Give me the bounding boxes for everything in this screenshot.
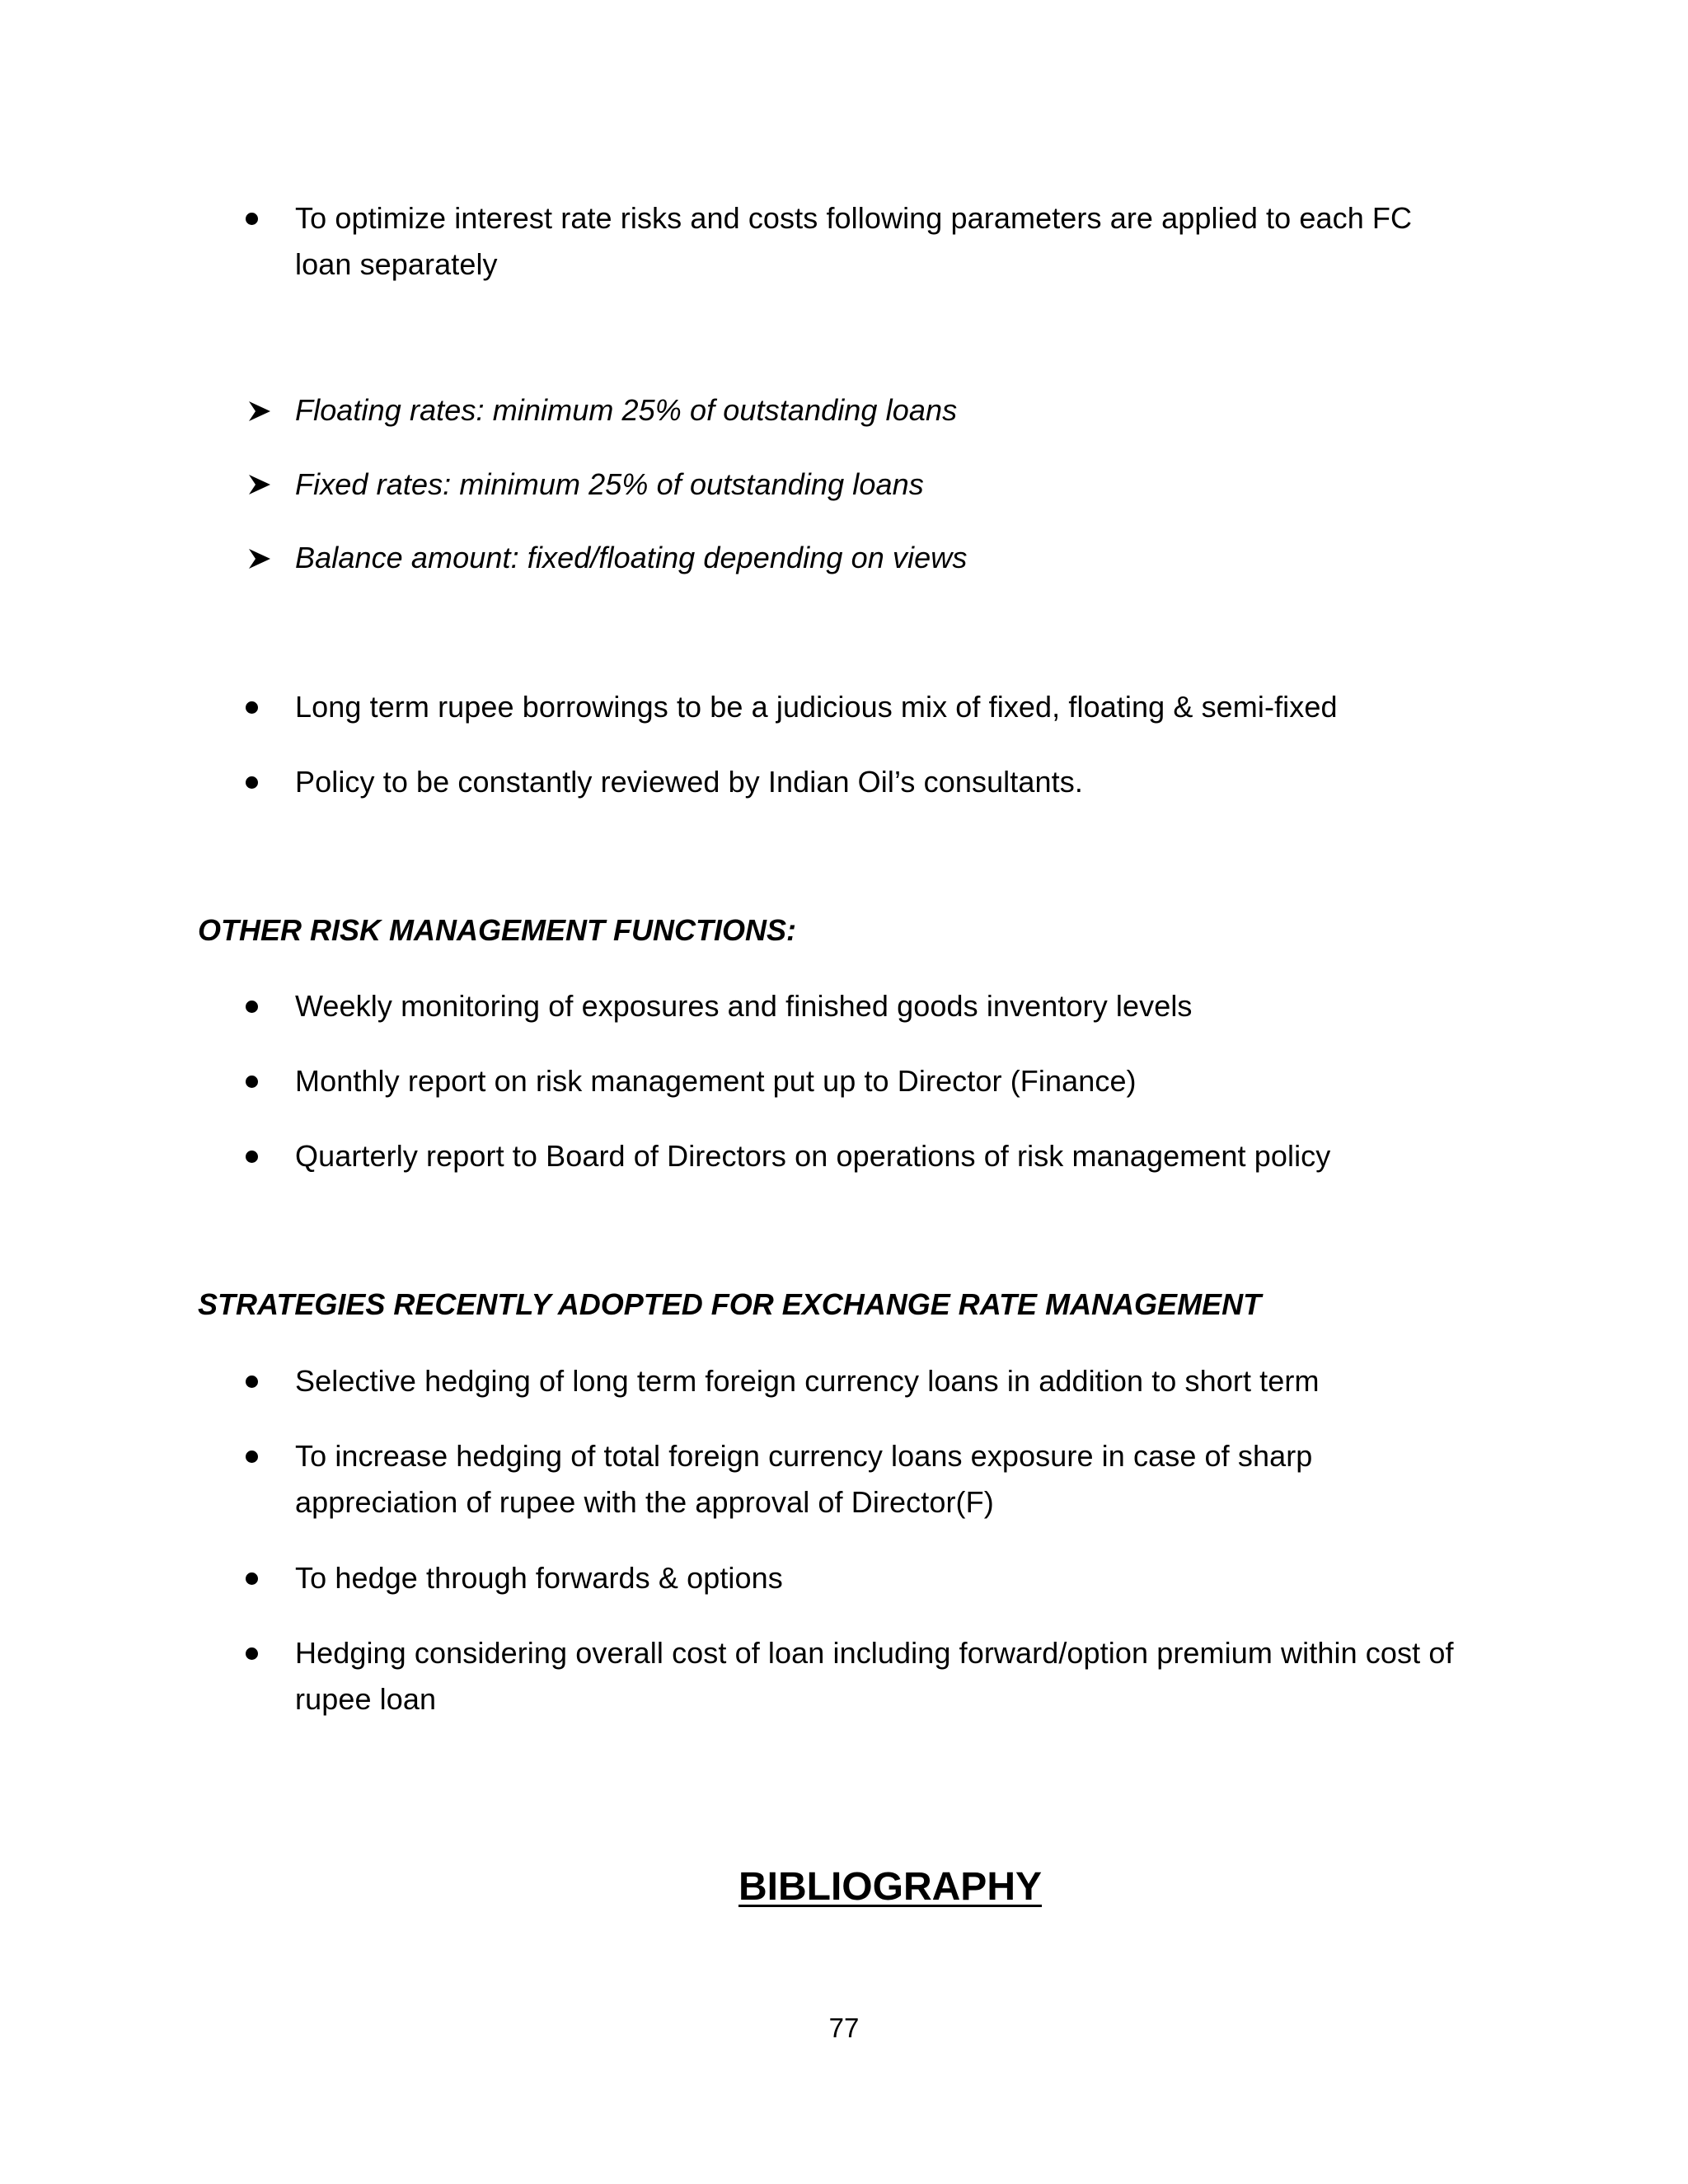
bullet-icon	[246, 1451, 258, 1463]
bullet-icon	[246, 776, 258, 789]
bibliography-title: BIBLIOGRAPHY	[738, 1865, 1042, 1909]
fixed-rates-item: Fixed rates: minimum 25% of outstanding loans	[295, 467, 924, 501]
selective-hedging-bullet-text: Selective hedging of long term foreign currency loans in addition to short term	[295, 1364, 1320, 1398]
overall-cost-bullet-text: Hedging considering overall cost of loan including forward/option premium within cost of rupee loan	[295, 1636, 1454, 1716]
interest-rate-bullet-text: To optimize interest rate risks and costs following parameters are applied to each FC loan separately	[295, 201, 1413, 281]
bullet-icon	[246, 1572, 258, 1585]
page-number: 77	[828, 2013, 860, 2043]
arrow-bullet-icon	[247, 547, 272, 570]
policy-review-bullet-text: Policy to be constantly reviewed by Indian Oil’s consultants.	[295, 765, 1083, 799]
monthly-report-bullet-text: Monthly report on risk management put up to Director (Finance)	[295, 1064, 1137, 1098]
bullet-icon	[246, 1647, 258, 1660]
bullet-icon	[246, 1151, 258, 1163]
quarterly-report-bullet-text: Quarterly report to Board of Directors on operations of risk management policy	[295, 1139, 1331, 1173]
strategies-heading: STRATEGIES RECENTLY ADOPTED FOR EXCHANGE RATE MANAGEMENT	[198, 1287, 1262, 1321]
arrow-bullet-icon	[247, 473, 272, 496]
bullet-icon	[246, 701, 258, 714]
arrow-bullet-icon	[247, 400, 272, 423]
other-functions-heading: OTHER RISK MANAGEMENT FUNCTIONS:	[198, 913, 796, 947]
rupee-borrowings-bullet-text: Long term rupee borrowings to be a judicious mix of fixed, floating & semi-fixed	[295, 690, 1338, 724]
bullet-icon	[246, 1001, 258, 1013]
floating-rates-item: Floating rates: minimum 25% of outstanding loans	[295, 393, 958, 427]
forwards-options-bullet-text: To hedge through forwards & options	[295, 1561, 783, 1595]
bullet-icon	[246, 213, 258, 225]
balance-amount-item: Balance amount: fixed/floating depending on views	[295, 541, 968, 574]
bullet-icon	[246, 1376, 258, 1388]
weekly-monitoring-bullet-text: Weekly monitoring of exposures and finished goods inventory levels	[295, 989, 1193, 1023]
increase-hedging-bullet-text: To increase hedging of total foreign currency loans exposure in case of sharp appreciation of rupee with the approval of Director(F)	[295, 1439, 1313, 1519]
bullet-icon	[246, 1076, 258, 1088]
